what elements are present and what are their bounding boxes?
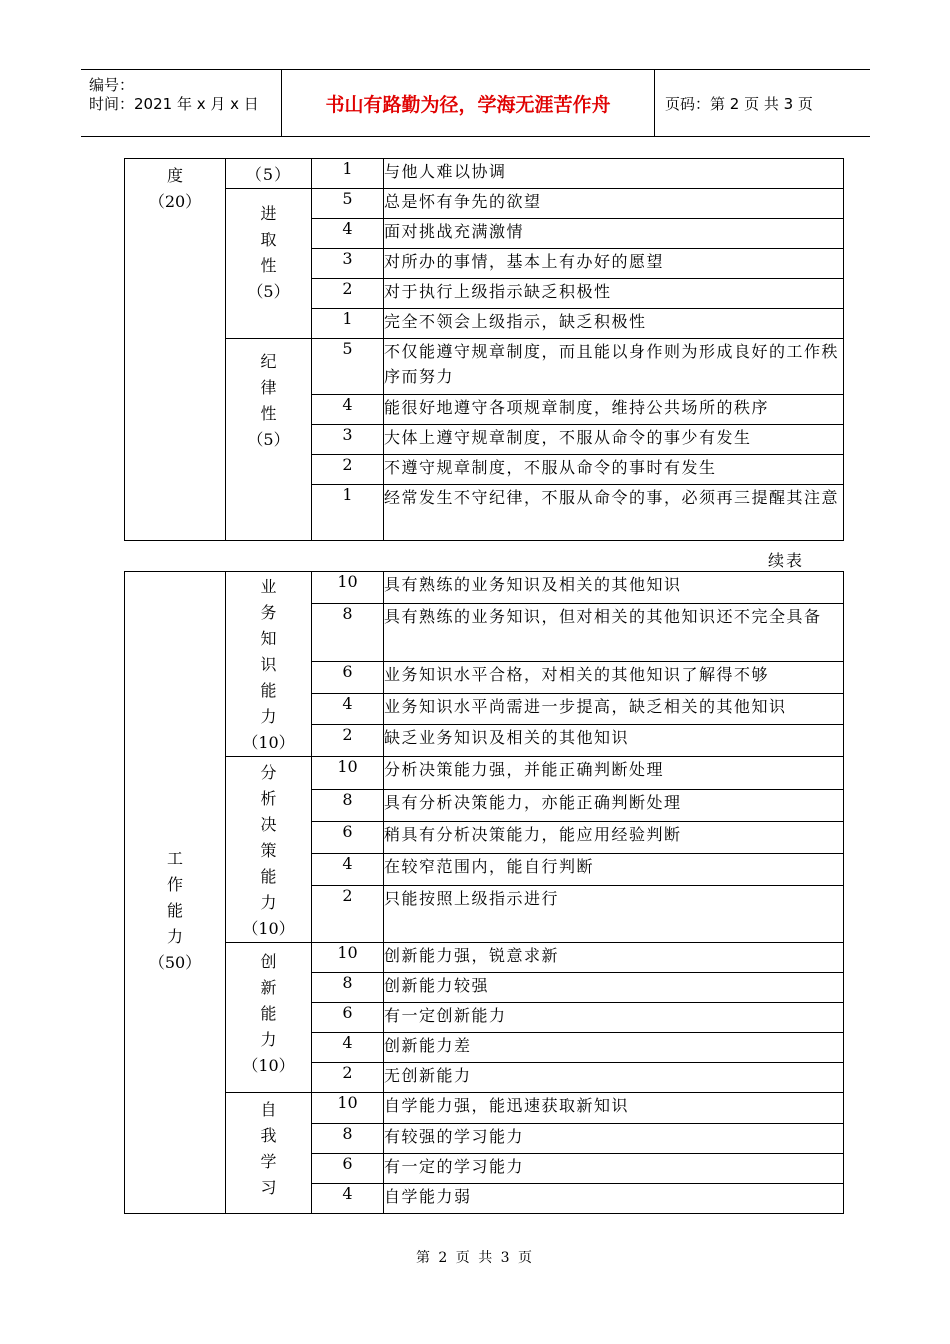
score-cell: 10 [312,943,384,973]
label-char: 能 [260,1004,277,1023]
label-char: 知 [260,629,277,648]
score-cell: 3 [312,249,384,279]
description-cell: 经常发生不守纪律，不服从命令的事，必须再三提醒其注意 [384,485,844,541]
label-char: 创 [260,952,277,971]
score-cell: 10 [312,572,384,604]
description-cell: 具有分析决策能力，亦能正确判断处理 [384,790,844,822]
label-char: 能 [260,867,277,886]
description-cell: 能很好地遵守各项规章制度，维持公共场所的秩序 [384,395,844,425]
score-cell: 3 [312,425,384,455]
label-char: 习 [260,1178,277,1197]
vertical-label [226,1093,311,1201]
description-cell: 业务知识水平合格，对相关的其他知识了解得不够 [384,662,844,694]
description-cell: 不遵守规章制度，不服从命令的事时有发生 [384,455,844,485]
score-cell: 6 [312,1154,384,1184]
score-cell: 5 [312,189,384,219]
score-cell: 1 [312,309,384,339]
description-cell: 与他人难以协调 [384,159,844,189]
score-cell: 4 [312,1033,384,1063]
label-points: （5） [247,282,290,301]
category-name: 度 [166,166,183,185]
label-char: 我 [260,1126,277,1145]
description-cell: 只能按照上级指示进行 [384,886,844,943]
header-motto: 书山有路勤为径，学海无涯苦作舟 [282,70,655,136]
category-points: （20） [148,192,202,211]
subcategory-cell [226,757,312,943]
continued-label: 续表 [768,551,805,570]
description-cell: 有一定创新能力 [384,1003,844,1033]
description-cell: 对所办的事情，基本上有办好的愿望 [384,249,844,279]
description-cell: 不仅能遵守规章制度，而且能以身作则为形成良好的工作秩序而努力 [384,339,844,395]
category-char: 力 [166,926,183,946]
subcategory-cell [226,339,312,541]
description-cell: 创新能力差 [384,1033,844,1063]
label-char: 自 [260,1100,277,1119]
description-cell: 具有熟练的业务知识，但对相关的其他知识还不完全具备 [384,603,844,662]
score-cell: 6 [312,662,384,694]
header-meta [81,70,282,136]
score-cell: 4 [312,219,384,249]
label-char: 析 [260,789,277,808]
table-row [125,189,844,219]
score-cell: 4 [312,395,384,425]
score-cell: 8 [312,790,384,822]
score-cell: 8 [312,603,384,662]
table-row [125,572,844,604]
score-cell: 2 [312,886,384,943]
page-footer: 第 2 页 共 3 页 [415,1250,535,1266]
score-cell: 6 [312,1003,384,1033]
description-cell: 创新能力强，锐意求新 [384,943,844,973]
table-row [125,159,844,189]
category-char: 作 [166,874,183,894]
description-cell: 有一定的学习能力 [384,1154,844,1184]
score-cell: 2 [312,725,384,757]
score-cell: 5 [312,339,384,395]
description-cell: 创新能力较强 [384,973,844,1003]
label-points: （10） [242,733,295,752]
subcategory-cell [226,943,312,1093]
score-cell: 4 [312,1184,384,1214]
score-cell: 10 [312,757,384,790]
score-cell: 1 [312,485,384,541]
table-row [125,757,844,790]
label-char: 性 [260,404,277,423]
label-points: （10） [242,1056,295,1075]
label-points: （5） [247,430,290,449]
category-char: 能 [166,900,183,920]
score-cell: 2 [312,1063,384,1093]
score-cell: 6 [312,822,384,854]
label-char: 性 [260,256,277,275]
subcategory-cell [226,189,312,339]
description-cell: 总是怀有争先的欲望 [384,189,844,219]
table-row [125,339,844,395]
label-char: 新 [260,978,277,997]
category-label [125,159,225,215]
vertical-label [226,572,311,756]
evaluation-table-attitude [124,158,844,541]
label-char: 力 [260,1030,277,1049]
description-cell: 有较强的学习能力 [384,1124,844,1154]
label-char: 取 [260,230,277,249]
label-char: 务 [260,603,277,622]
description-cell: 稍具有分析决策能力，能应用经验判断 [384,822,844,854]
description-cell: 完全不领会上级指示，缺乏积极性 [384,309,844,339]
score-cell: 8 [312,973,384,1003]
header-page-info: 页码：第 2 页 共 3 页 [665,94,813,113]
label-char: 策 [260,841,277,860]
label-char: 决 [260,815,277,834]
category-label [125,810,225,976]
vertical-label [226,189,311,305]
label-char: 分 [260,763,277,782]
date-label: 时间：2021 年 x 月 x 日 [89,95,259,113]
description-cell: 具有熟练的业务知识及相关的其他知识 [384,572,844,604]
evaluation-table-work-ability [124,571,844,1214]
category-cell [125,159,226,541]
score-cell: 8 [312,1124,384,1154]
description-cell: 缺乏业务知识及相关的其他知识 [384,725,844,757]
category-cell [125,572,226,1214]
description-cell: 自学能力强，能迅速获取新知识 [384,1093,844,1124]
page-header [81,69,870,137]
description-cell: 业务知识水平尚需进一步提高，缺乏相关的其他知识 [384,693,844,725]
label-char: 识 [260,655,277,674]
code-label: 编号： [89,76,135,94]
description-cell: 在较窄范围内，能自行判断 [384,854,844,886]
subcategory-cell: （5） [226,159,312,189]
label-char: 进 [260,204,277,223]
label-char: 纪 [260,352,277,371]
description-cell: 对于执行上级指示缺乏积极性 [384,279,844,309]
score-cell: 4 [312,693,384,725]
score-cell: 2 [312,455,384,485]
category-char: 工 [166,848,183,868]
description-cell: 面对挑战充满激情 [384,219,844,249]
vertical-label [226,943,311,1079]
score-cell: 2 [312,279,384,309]
score-cell: 1 [312,159,384,189]
score-cell: 10 [312,1093,384,1124]
label-char: 业 [260,577,277,596]
vertical-label [226,339,311,453]
label-char: 力 [260,707,277,726]
label-points: （10） [242,919,295,938]
description-cell: 大体上遵守规章制度，不服从命令的事少有发生 [384,425,844,455]
subcategory-cell [226,1093,312,1214]
table-row [125,1093,844,1124]
description-cell: 无创新能力 [384,1063,844,1093]
vertical-label [226,757,311,942]
category-points: （50） [148,952,202,972]
score-cell: 4 [312,854,384,886]
label-char: 能 [260,681,277,700]
description-cell: 分析决策能力强，并能正确判断处理 [384,757,844,790]
description-cell: 自学能力弱 [384,1184,844,1214]
label-char: 律 [260,378,277,397]
subcategory-cell [226,572,312,757]
label-char: 力 [260,893,277,912]
label-char: 学 [260,1152,277,1171]
table-row [125,943,844,973]
